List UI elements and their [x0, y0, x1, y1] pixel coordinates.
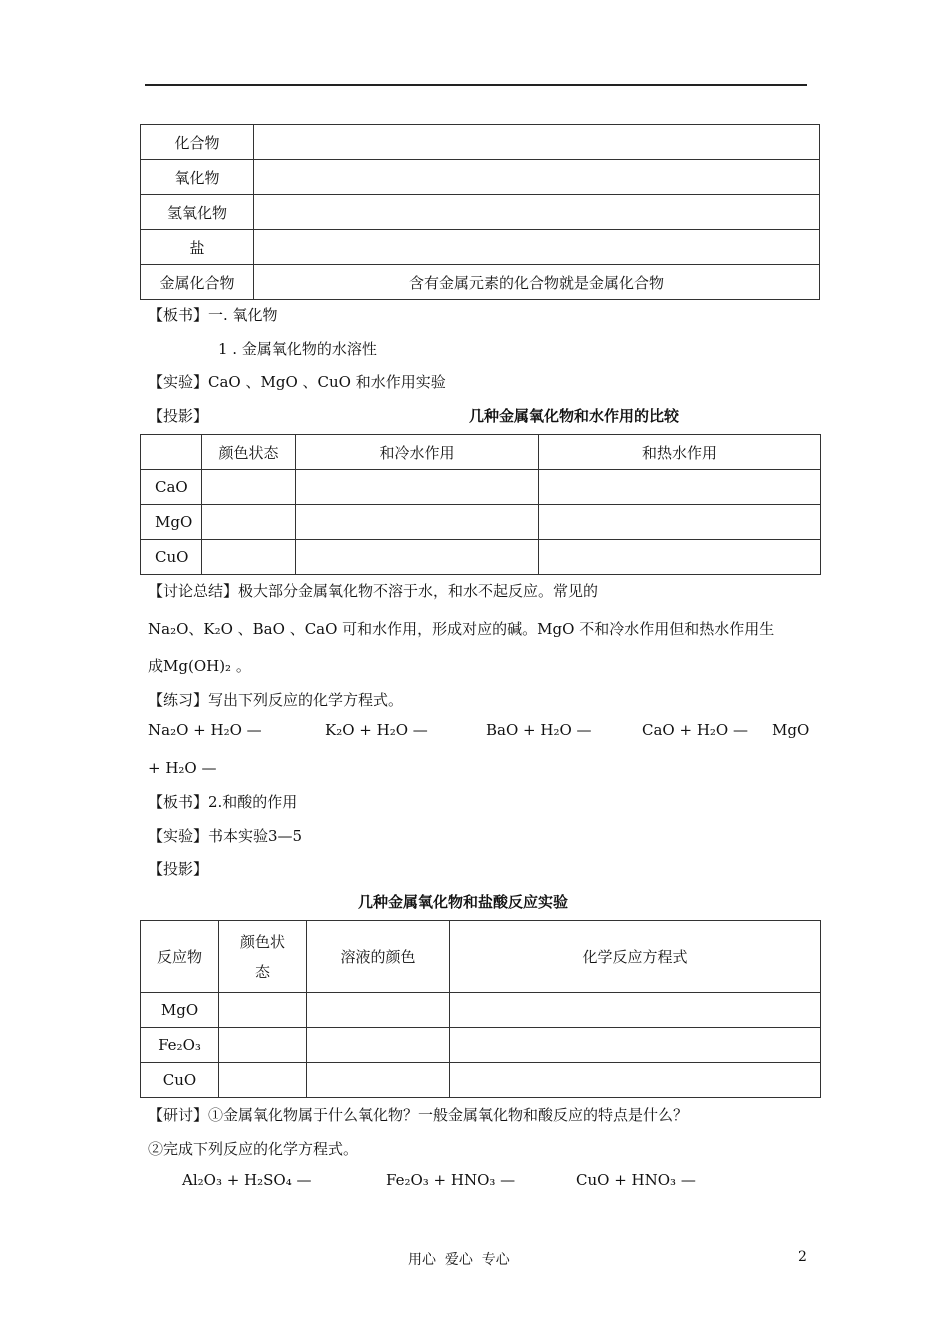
table-row: [141, 435, 821, 470]
table-cell: [254, 125, 820, 160]
equation: MgO: [772, 721, 810, 739]
table-row: [141, 1028, 821, 1063]
projection-label-1: 【投影】: [148, 407, 209, 425]
table-title-acid: 几种金属氧化物和盐酸反应实验: [358, 893, 569, 911]
table-row: [141, 265, 820, 300]
table-cell: 化合物: [141, 125, 254, 160]
table-cell: [539, 540, 821, 575]
table-cell: [307, 1063, 450, 1098]
table-header: 化学反应方程式: [450, 921, 821, 993]
projection-label-2: 【投影】: [148, 860, 209, 878]
table-cell: 氧化物: [141, 160, 254, 195]
discussion-line-2: Na₂O、K₂O 、BaO 、CaO 可和水作用，形成对应的碱。MgO 不和冷水作用但和热水作用生: [148, 620, 775, 638]
exercise-note: 【练习】写出下列反应的化学方程式。: [148, 691, 404, 709]
subheading-water-solubility: 1 . 金属氧化物的水溶性: [218, 340, 377, 358]
table-cell: [296, 540, 539, 575]
board-note-acid: 【板书】2.和酸的作用: [148, 793, 298, 811]
table-cell: 含有金属元素的化合物就是金属化合物: [254, 265, 820, 300]
table-cell: [254, 195, 820, 230]
table-cell: 盐: [141, 230, 254, 265]
table-row: [141, 195, 820, 230]
table-row: [141, 1063, 821, 1098]
table-cell: CuO: [141, 1063, 219, 1098]
equation: Na₂O + H₂O —: [148, 721, 262, 739]
equation: CaO + H₂O —: [642, 721, 748, 739]
table-header: 溶液的颜色: [307, 921, 450, 993]
header-line: 态: [254, 962, 270, 981]
table-cell: [307, 993, 450, 1028]
water-reaction-table: [140, 434, 821, 575]
table-cell: [450, 993, 821, 1028]
equation: Fe₂O₃ + HNO₃ —: [386, 1171, 516, 1189]
equation: K₂O + H₂O —: [325, 721, 428, 739]
table-row: [141, 470, 821, 505]
table-cell: 氢氧化物: [141, 195, 254, 230]
board-note-oxide: 【板书】一. 氧化物: [148, 306, 278, 324]
table-cell: [539, 505, 821, 540]
table-cell: [450, 1028, 821, 1063]
equation: Al₂O₃ + H₂SO₄ —: [182, 1171, 312, 1189]
table-cell: 金属化合物: [141, 265, 254, 300]
table-header: 和冷水作用: [296, 435, 539, 470]
table-row: [141, 230, 820, 265]
discussion-summary: 【讨论总结】极大部分金属氧化物不溶于水，和水不起反应。常见的: [148, 582, 599, 600]
table-header: 反应物: [141, 921, 219, 993]
table-header: [141, 435, 202, 470]
table-header: 颜色状态: [202, 435, 296, 470]
table-cell: [219, 1028, 307, 1063]
equation: BaO + H₂O —: [486, 721, 592, 739]
table-cell: [219, 993, 307, 1028]
table-cell: MgO: [141, 993, 219, 1028]
table-row: [141, 921, 821, 993]
table-cell: [539, 470, 821, 505]
table-cell: [296, 470, 539, 505]
table-title-water: 几种金属氧化物和水作用的比较: [469, 407, 680, 425]
equation: CuO + HNO₃ —: [576, 1171, 696, 1189]
header-line: 颜色状: [239, 932, 285, 951]
table-row: [141, 993, 821, 1028]
table-cell: [219, 1063, 307, 1098]
table-cell: [254, 230, 820, 265]
experiment-note-2: 【实验】书本实验3—5: [148, 827, 303, 845]
equation: + H₂O —: [148, 759, 217, 777]
table-cell: [202, 540, 296, 575]
discussion-questions: 【研讨】①金属氧化物属于什么氧化物？一般金属氧化物和酸反应的特点是什么？: [148, 1106, 689, 1124]
table-cell: Fe₂O₃: [141, 1028, 219, 1063]
table-row: [141, 540, 821, 575]
discussion-line-3: 成Mg(OH)₂ 。: [148, 657, 251, 675]
table-cell: [307, 1028, 450, 1063]
table-cell: CaO: [141, 470, 202, 505]
compound-definition-table: [140, 124, 820, 300]
table-cell: [202, 505, 296, 540]
table-cell: CuO: [141, 540, 202, 575]
table-header: [219, 921, 307, 993]
table-cell: [296, 505, 539, 540]
table-cell: MgO: [141, 505, 202, 540]
footer-motto: 用心 爱心 专心: [408, 1252, 510, 1268]
acid-reaction-table: [140, 920, 821, 1098]
page-number: 2: [798, 1249, 807, 1265]
table-cell: [254, 160, 820, 195]
experiment-note-1: 【实验】CaO 、MgO 、CuO 和水作用实验: [148, 373, 446, 391]
table-header: 和热水作用: [539, 435, 821, 470]
table-row: [141, 505, 821, 540]
header-rule: [145, 84, 807, 86]
table-cell: [202, 470, 296, 505]
table-cell: [450, 1063, 821, 1098]
table-row: [141, 160, 820, 195]
table-row: [141, 125, 820, 160]
complete-equations-prompt: ②完成下列反应的化学方程式。: [148, 1140, 359, 1158]
